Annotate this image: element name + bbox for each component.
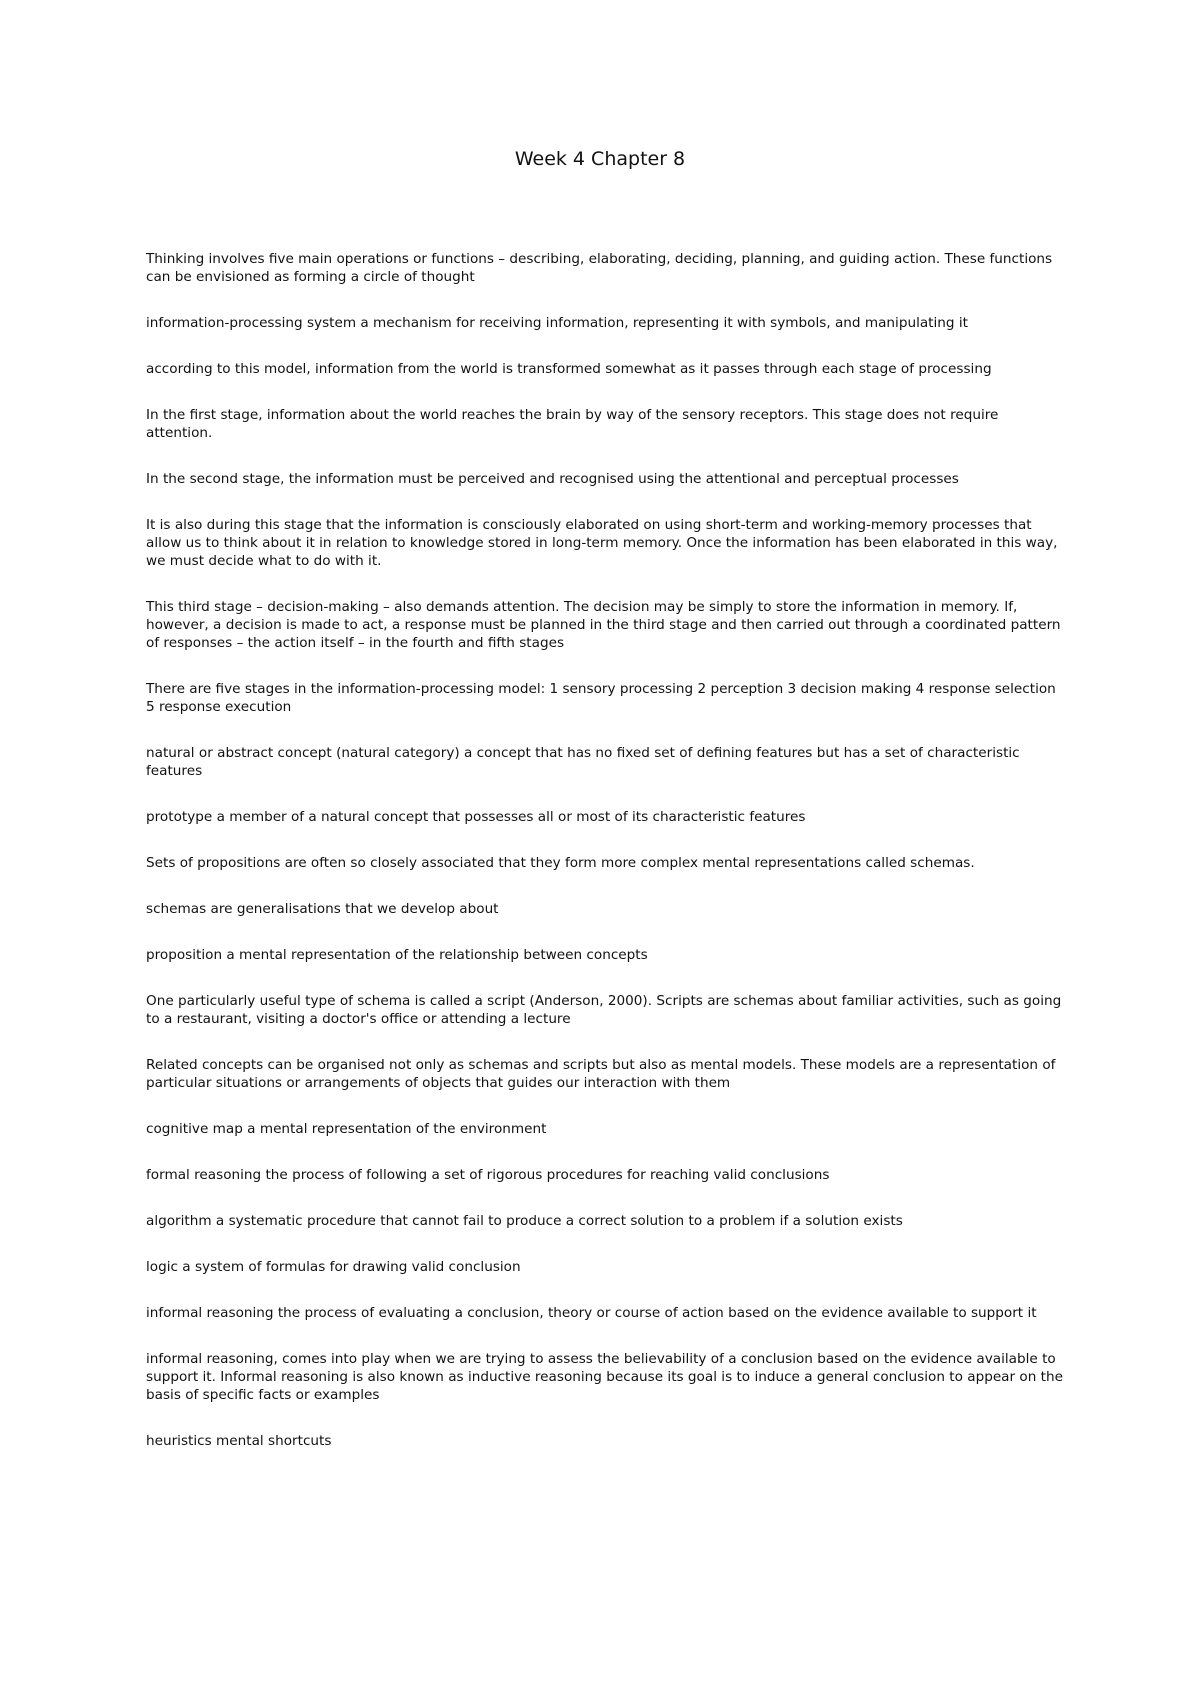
paragraph: heuristics mental shortcuts [146,1433,332,1449]
paragraph: natural or abstract concept (natural category) a concept that has no fixed set of defining features but has a set of characteristic features [146,745,1020,779]
paragraph: cognitive map a mental representation of the environment [146,1121,547,1137]
paragraph: information-processing system a mechanism for receiving information, representing it with symbols, and manipulating it [146,315,968,331]
paragraph: This third stage – decision-making – also demands attention. The decision may be simply to store the information in memory. If, however, a decision is made to act, a response must be planned in the third stage and then carried out through a coordinated pattern of responses – the action itself – in the fourth and fifth stages [146,599,1061,651]
paragraph: One particularly useful type of schema is called a script (Anderson, 2000). Scripts are schemas about familiar activities, such as going to a restaurant, visiting a doctor's office or attending a lecture [146,993,1062,1027]
paragraph: proposition a mental representation of the relationship between concepts [146,947,648,963]
paragraph: It is also during this stage that the information is consciously elaborated on using short-term and working-memory processes that allow us to think about it in relation to knowledge stored in long-term memory. Once the information has been elaborated in this way, we must decide what to do with it. [146,517,1058,569]
document-body [146,250,1066,1478]
paragraph: Related concepts can be organised not only as schemas and scripts but also as mental models. These models are a representation of particular situations or arrangements of objects that guides our interaction with them [146,1057,1056,1091]
paragraph: Thinking involves five main operations or functions – describing, elaborating, deciding, planning, and guiding action. These functions can be envisioned as forming a circle of thought [146,251,1053,285]
paragraph: informal reasoning, comes into play when we are trying to assess the believability of a conclusion based on the evidence available to support it. Informal reasoning is also known as inductive reasoning because its goal is to induce a general conclusion to appear on the basis of specific facts or examples [146,1351,1063,1403]
paragraph: schemas are generalisations that we develop about [146,901,499,917]
paragraph: algorithm a systematic procedure that cannot fail to produce a correct solution to a problem if a solution exists [146,1213,903,1229]
paragraph: logic a system of formulas for drawing valid conclusion [146,1259,521,1275]
document-title: Week 4 Chapter 8 [514,148,686,170]
paragraph: There are five stages in the information-processing model: 1 sensory processing 2 perception 3 decision making 4 response selection 5 response execution [146,681,1056,715]
paragraph: In the first stage, information about the world reaches the brain by way of the sensory receptors. This stage does not require attention. [146,407,999,441]
paragraph: according to this model, information from the world is transformed somewhat as it passes through each stage of processing [146,361,992,377]
paragraph: informal reasoning the process of evaluating a conclusion, theory or course of action based on the evidence available to support it [146,1305,1037,1321]
paragraph: formal reasoning the process of following a set of rigorous procedures for reaching valid conclusions [146,1167,830,1183]
paragraph: In the second stage, the information must be perceived and recognised using the attentional and perceptual processes [146,471,959,487]
paragraph: Sets of propositions are often so closely associated that they form more complex mental representations called schemas. [146,855,975,871]
paragraph: prototype a member of a natural concept that possesses all or most of its characteristic features [146,809,806,825]
